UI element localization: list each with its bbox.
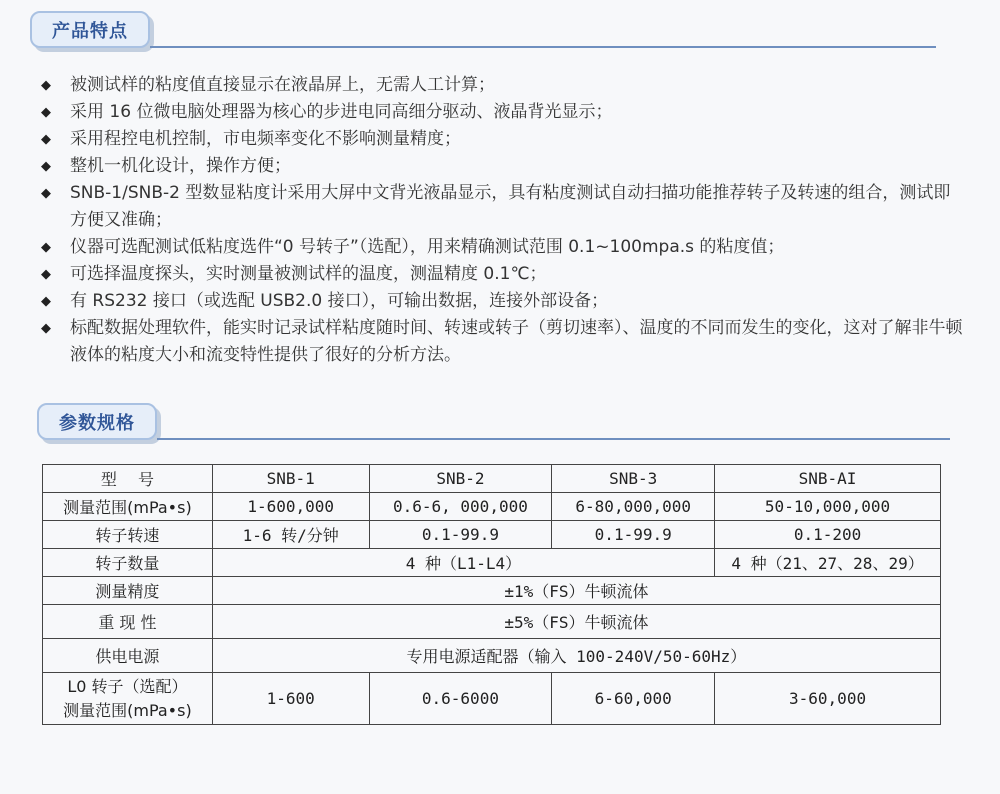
diamond-bullet-icon: ◆: [41, 78, 51, 93]
model-snbai: SNB-AI: [715, 465, 941, 493]
table-row: [43, 639, 941, 673]
features-section-title: [30, 11, 150, 48]
model-label: 型 号: [43, 465, 213, 493]
diamond-bullet-icon: ◆: [41, 105, 51, 120]
l0-range-snbai: 3-60,000: [715, 673, 941, 725]
accuracy-value: ±1%（FS）牛顿流体: [212, 577, 940, 605]
spec-table: [42, 464, 941, 725]
specs-section-title: [37, 403, 157, 440]
table-row: [43, 521, 941, 549]
table-row: [43, 465, 941, 493]
feature-item: ◆ SNB-1/SNB-2 型数显粘度计采用大屏中文背光液晶显示，具有粘度测试自动扫描功能推荐转子及转速的组合，测试即方便又准确；: [36, 180, 966, 234]
specs-divider: [157, 438, 950, 440]
rotor-count-label: 转子数量: [43, 549, 213, 577]
power-label: 供电电源: [43, 639, 213, 673]
l0-range-snb1: 1-600: [212, 673, 369, 725]
diamond-bullet-icon: ◆: [41, 294, 51, 309]
table-row: [43, 549, 941, 577]
range-snb2: 0.6-6, 000,000: [369, 493, 552, 521]
speed-snb3: 0.1-99.9: [552, 521, 715, 549]
l0-label-line1: L0 转子（选配）: [67, 676, 188, 696]
diamond-bullet-icon: ◆: [41, 186, 51, 201]
model-snb2: SNB-2: [369, 465, 552, 493]
repeatability-value: ±5%（FS）牛顿流体: [212, 605, 940, 639]
speed-snbai: 0.1-200: [715, 521, 941, 549]
table-row: [43, 605, 941, 639]
range-label: 测量范围(mPa•s): [43, 493, 213, 521]
feature-item: ◆ 可选择温度探头，实时测量被测试样的温度，测温精度 0.1℃；: [36, 261, 966, 288]
range-snbai: 50-10,000,000: [715, 493, 941, 521]
diamond-bullet-icon: ◆: [41, 240, 51, 255]
accuracy-label: 测量精度: [43, 577, 213, 605]
feature-item: ◆ 被测试样的粘度值直接显示在液晶屏上，无需人工计算；: [36, 72, 966, 99]
diamond-bullet-icon: ◆: [41, 132, 51, 147]
speed-snb1: 1-6 转/分钟: [212, 521, 369, 549]
diamond-bullet-icon: ◆: [41, 159, 51, 174]
rotor-count-snbai: 4 种（21、27、28、29）: [715, 549, 941, 577]
diamond-bullet-icon: ◆: [41, 321, 51, 336]
l0-range-snb2: 0.6-6000: [369, 673, 552, 725]
feature-item: ◆ 仪器可选配测试低粘度选件“0 号转子”（选配），用来精确测试范围 0.1~100mpa.s 的粘度值；: [36, 234, 966, 261]
speed-label: 转子转速: [43, 521, 213, 549]
feature-item: ◆ 整机一机化设计，操作方便；: [36, 153, 966, 180]
features-title-text: 产品特点: [52, 20, 128, 42]
range-snb1: 1-600,000: [212, 493, 369, 521]
l0-label-line2: 测量范围(mPa•s): [63, 700, 192, 720]
table-row: [43, 673, 941, 725]
range-snb3: 6-80,000,000: [552, 493, 715, 521]
model-snb3: SNB-3: [552, 465, 715, 493]
repeatability-label: 重 现 性: [43, 605, 213, 639]
features-divider: [150, 46, 936, 48]
feature-item: ◆ 有 RS232 接口（或选配 USB2.0 接口），可输出数据，连接外部设备；: [36, 288, 966, 315]
feature-item: ◆ 采用程控电机控制，市电频率变化不影响测量精度；: [36, 126, 966, 153]
rotor-count-snb123: 4 种（L1-L4）: [212, 549, 714, 577]
l0-range-snb3: 6-60,000: [552, 673, 715, 725]
specs-title-text: 参数规格: [59, 412, 135, 434]
l0-range-label: [43, 673, 213, 725]
model-snb1: SNB-1: [212, 465, 369, 493]
feature-item: ◆ 采用 16 位微电脑处理器为核心的步进电同高细分驱动、液晶背光显示；: [36, 99, 966, 126]
power-value: 专用电源适配器（输入 100-240V/50-60Hz）: [212, 639, 940, 673]
feature-item: ◆ 标配数据处理软件，能实时记录试样粘度随时间、转速或转子（剪切速率）、温度的不同而发生的变化，这对了解非牛顿液体的粘度大小和流变特性提供了很好的分析方法。: [36, 315, 966, 369]
table-row: [43, 493, 941, 521]
features-list: [36, 72, 966, 369]
diamond-bullet-icon: ◆: [41, 267, 51, 282]
table-row: [43, 577, 941, 605]
speed-snb2: 0.1-99.9: [369, 521, 552, 549]
